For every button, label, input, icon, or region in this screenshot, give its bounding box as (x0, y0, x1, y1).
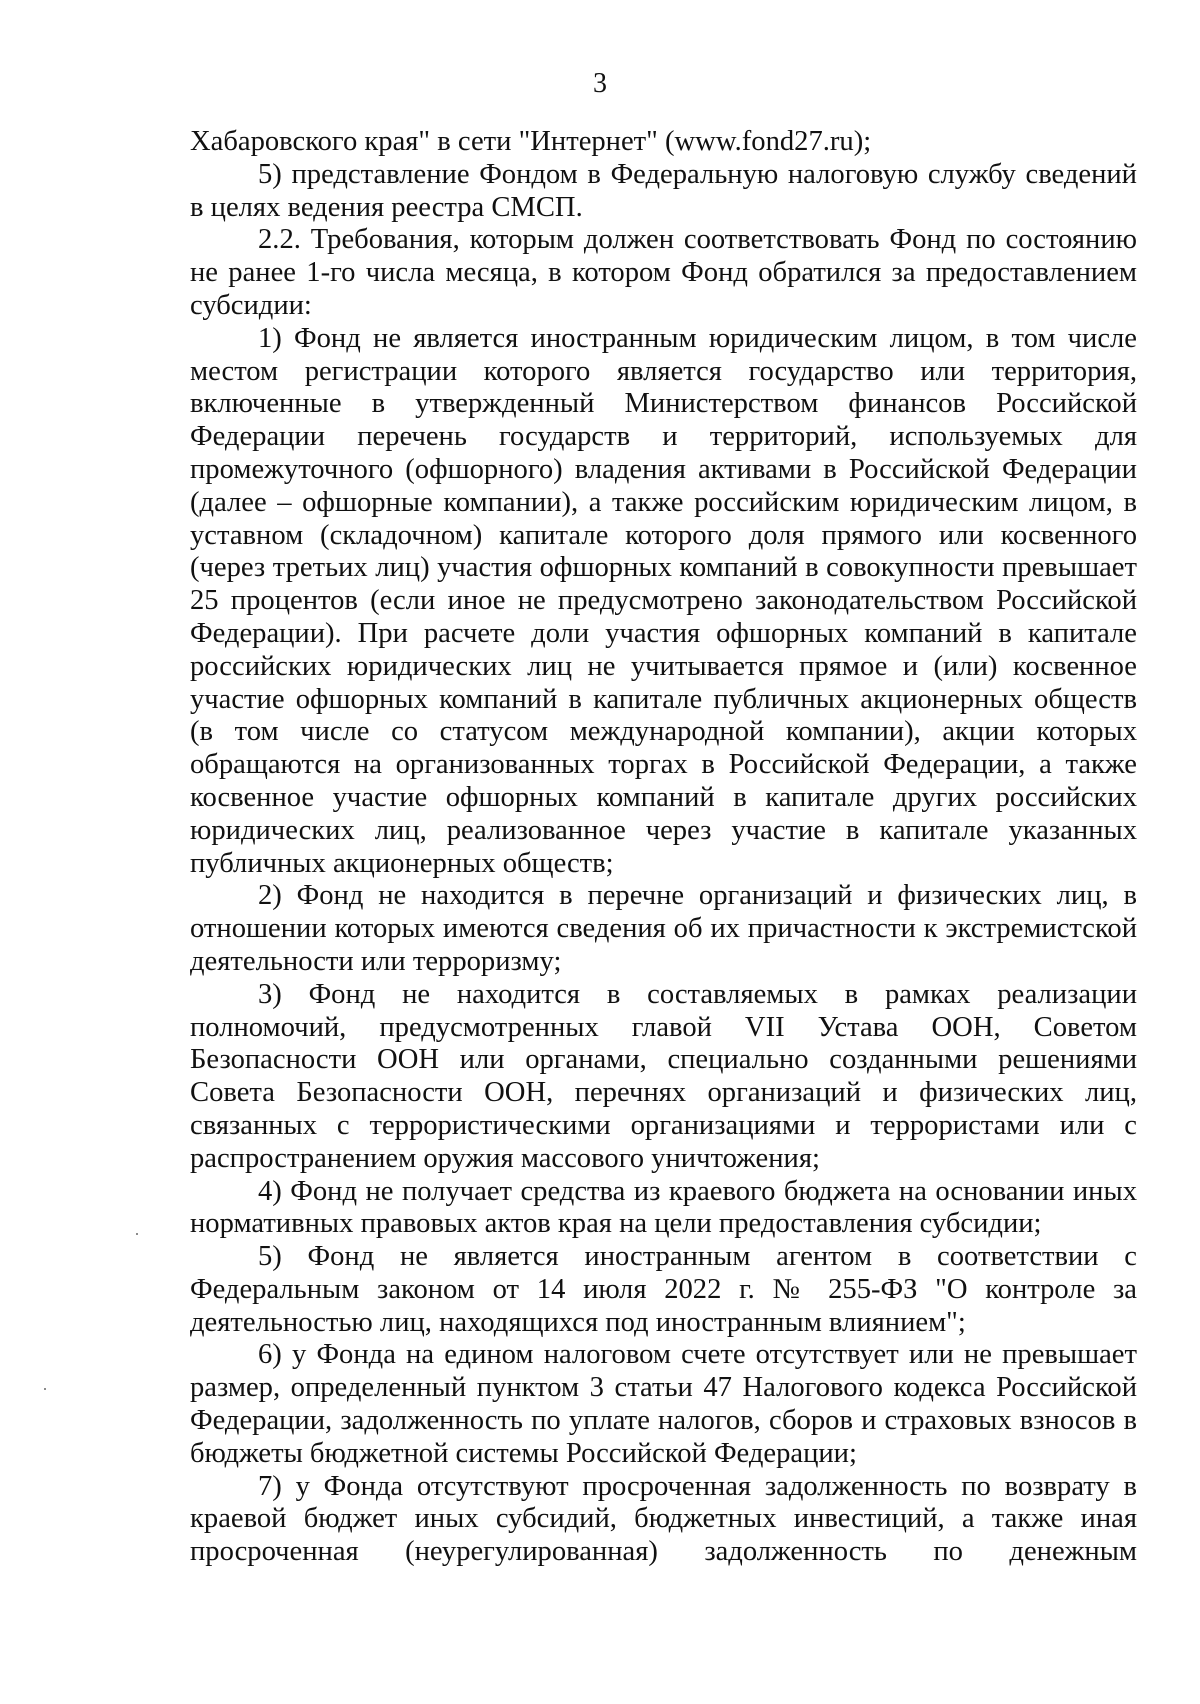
document-body (190, 126, 1137, 1569)
paragraph-requirement-6: 6) у Фонда на едином налоговом счете отсутствует или не превышает размер, определенный пунктом 3 статьи 47 Налогового кодекса Российской Федерации, задолженность по уплате налогов, сборов и страховых взносов в бюджеты бюджетной системы Российской Федерации; (190, 1339, 1137, 1469)
paragraph-section-2-2: 2.2. Требования, которым должен соответствовать Фонд по состоянию не ранее 1-го числа месяца, в котором Фонд обратился за предоставлением субсидии: (190, 224, 1137, 321)
paragraph-requirement-7: 7) у Фонда отсутствуют просроченная задолженность по возврату в краевой бюджет иных субсидий, бюджетных инвестиций, а также иная просроченная (неурегулированная) задолженность по денежным (190, 1470, 1137, 1568)
paragraph-requirement-1: 1) Фонд не является иностранным юридическим лицом, в том числе местом регистрации которого является государство или территория, включенные в утвержденный Министерством финансов Российской Федерации перечень государств и территорий, используемых для промежуточного (офшорного) владения активами в Российской Федерации (далее – офшорные компании), а также российским юридическим лицом, в уставном (складочном) капитале которого доля прямого или косвенного (через третьих лиц) участия офшорных компаний в совокупности превышает 25 процентов (если иное не предусмотрено законодательством Российской Федерации). При расчете доли участия офшорных компаний в капитале российских юридических лиц не учитывается прямое и (или) косвенное участие офшорных компаний в капитале публичных акционерных обществ (в том числе со статусом международной компании), акции которых обращаются на организованных торгах в Российской Федерации, а также косвенное участие офшорных компаний в капитале других российских юридических лиц, реализованное через участие в капитале указанных публичных акционерных обществ; (190, 322, 1137, 879)
paragraph-item-5-smsp: 5) представление Фондом в Федеральную налоговую службу сведений в целях ведения реестра СМСП. (190, 158, 1137, 223)
scan-speck (44, 1388, 46, 1390)
page-number: 3 (593, 68, 607, 99)
paragraph-requirement-4: 4) Фонд не получает средства из краевого бюджета на основании иных нормативных правовых актов края на цели предоставления субсидии; (190, 1175, 1137, 1240)
scan-speck (136, 1233, 138, 1235)
paragraph-requirement-3: 3) Фонд не находится в составляемых в рамках реализации полномочий, предусмотренных главой VII Устава ООН, Советом Безопасности ООН или органами, специально созданными решениями Совета Безопасности ООН, перечнях организаций и физических лиц, связанных с террористическими организациями и террористами или с распространением оружия массового уничтожения; (190, 978, 1137, 1174)
paragraph-requirement-5: 5) Фонд не является иностранным агентом в соответствии с Федеральным законом от 14 июля 2022 г. № 255-ФЗ "О контроле за деятельностью лиц, находящихся под иностранным влиянием"; (190, 1241, 1137, 1338)
paragraph-requirement-2: 2) Фонд не находится в перечне организаций и физических лиц, в отношении которых имеются сведения об их причастности к экстремистской деятельности или терроризму; (190, 880, 1137, 977)
paragraph-continuation: Хабаровского края" в сети "Интернет" (www.fond27.ru); (190, 126, 872, 157)
